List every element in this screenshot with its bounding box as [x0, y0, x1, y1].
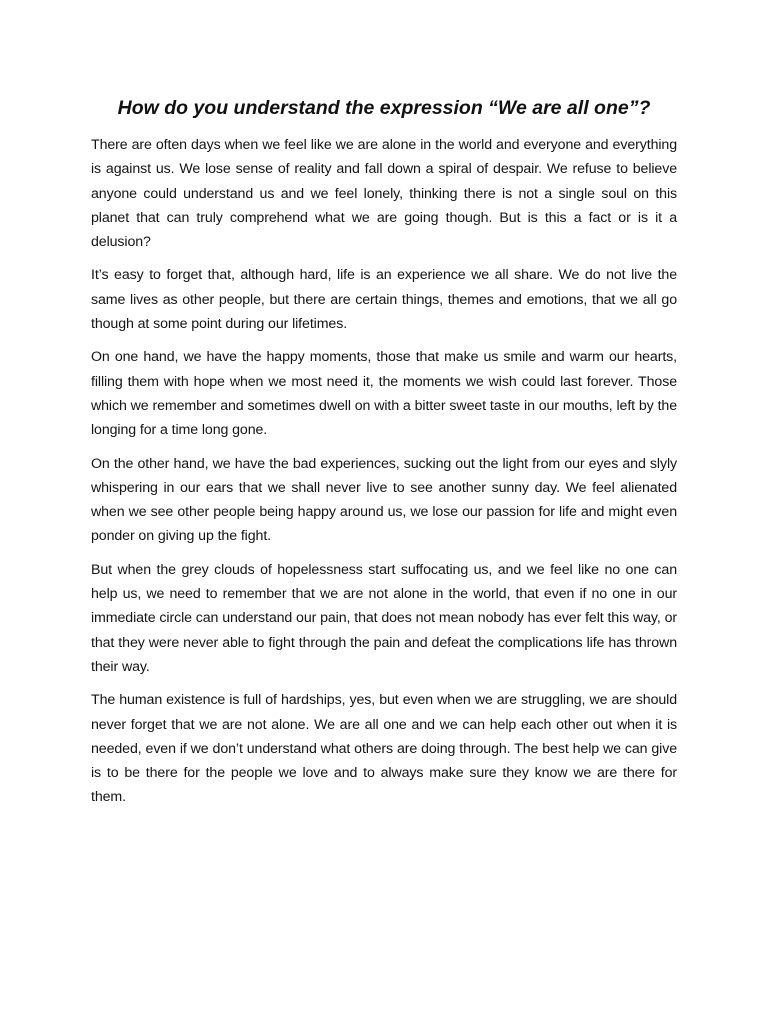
paragraph-1: There are often days when we feel like we are alone in the world and everyone and everything is against us. We lose sense of reality and fall down a spiral of despair. We refuse to believe anyone could understand us and we feel lonely, thinking there is not a single soul on this planet that can truly comprehend what we are going though. But is this a fact or is it a delusion? — [91, 137, 677, 251]
paragraph-5: But when the grey clouds of hopelessness start suffocating us, and we feel like no one can help us, we need to remember that we are not alone in the world, that even if no one in our immediate circle can understand our pain, that does not mean nobody has ever felt this way, or that they were never able to fight through the pain and defeat the complications life has thrown their way. — [91, 561, 677, 675]
page-title: How do you understand the expression “We are all one”? — [117, 97, 651, 119]
paragraph-4: On the other hand, we have the bad experiences, sucking out the light from our eyes and slyly whispering in our ears that we shall never live to see another sunny day. We feel alienated when we see other people being happy around us, we lose our passion for life and might even ponder on giving up the fight. — [91, 455, 677, 545]
paragraph-3: On one hand, we have the happy moments, those that make us smile and warm our hearts, filling them with hope when we most need it, the moments we wish could last forever. Those which we remember and sometimes dwell on with a bitter sweet taste in our mouths, left by the longing for a time long gone. — [91, 349, 677, 439]
paragraph-6: The human existence is full of hardships, yes, but even when we are struggling, we are should never forget that we are not alone. We are all one and we can help each other out when it is needed, even if we don’t understand what others are doing through. The best help we can give is to be there for the people we love and to always make sure they know we are there for them. — [91, 692, 677, 806]
paragraph-2: It’s easy to forget that, although hard, life is an experience we all share. We do not live the same lives as other people, but there are certain things, themes and emotions, that we all go though at some point during our lifetimes. — [91, 267, 677, 333]
essay-body — [91, 133, 677, 819]
